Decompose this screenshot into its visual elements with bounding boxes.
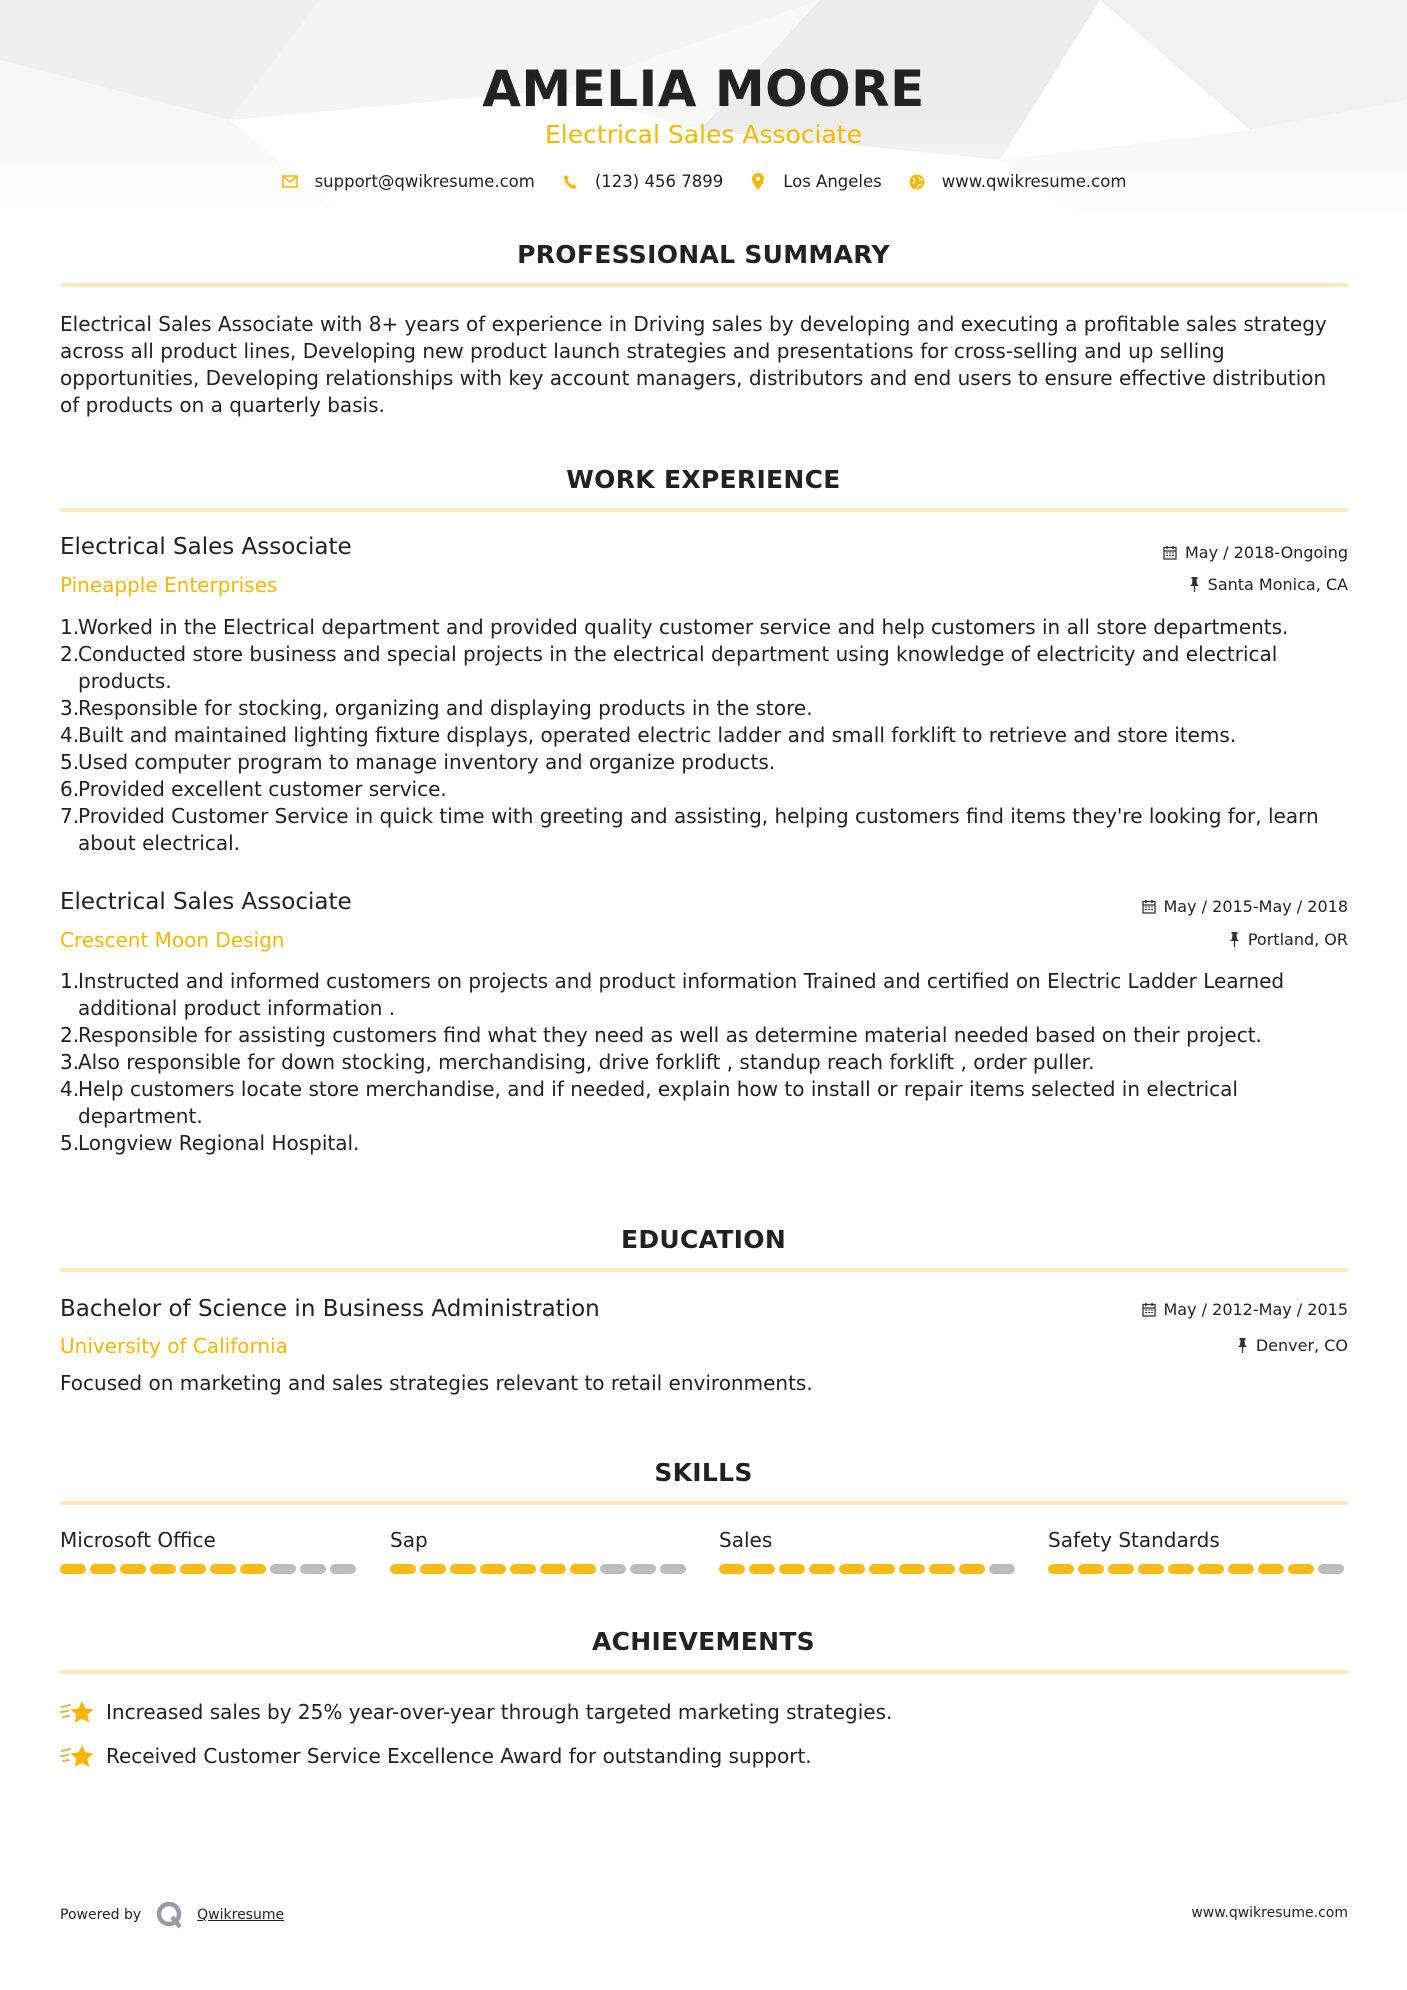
skill-rating-segment — [959, 1564, 985, 1574]
duty-item: 5. Longview Regional Hospital. — [60, 1131, 360, 1155]
contact-website[interactable] — [908, 172, 1127, 191]
skill-rating-segment — [450, 1564, 476, 1574]
skill-rating-segment — [929, 1564, 955, 1574]
skill-rating-segment — [1048, 1564, 1074, 1574]
skill-label: Safety Standards — [1048, 1528, 1220, 1552]
job-1-location-text: Santa Monica, CA — [1207, 575, 1348, 594]
skill-rating-segment — [1228, 1564, 1254, 1574]
job-1-dates-text: May / 2018-Ongoing — [1185, 543, 1348, 562]
education-school: University of California — [60, 1334, 288, 1358]
skill-rating-segment — [989, 1564, 1015, 1574]
calendar-icon — [1142, 1302, 1156, 1317]
achievement-item — [60, 1698, 892, 1726]
duty-item: 1. Worked in the Electrical department and provided quality customer service and help customers in all store departments. — [60, 615, 1289, 639]
duty-item: 3. Responsible for stocking, organizing and displaying products in the store. — [60, 696, 813, 720]
job-2-company: Crescent Moon Design — [60, 928, 285, 952]
footer-powered-by — [60, 1900, 284, 1930]
job-2-role: Electrical Sales Associate — [60, 889, 352, 915]
summary-text: Electrical Sales Associate with 8+ years of experience in Driving sales by developing and executing a profitable sales strategy across all product lines, Developing new product launch strategies and presentations for cross-selling and up selling opportunities, Developing relationships with key account managers, distributors and end users to ensure effective distribution of products on a quarterly basis. — [60, 312, 1327, 417]
pushpin-icon — [1189, 577, 1200, 592]
contact-website-text: www.qwikresume.com — [941, 172, 1127, 191]
skills-divider — [60, 1501, 1348, 1505]
skill-rating-segment — [1168, 1564, 1194, 1574]
skill-rating-segment — [839, 1564, 865, 1574]
skill-rating-segment — [180, 1564, 206, 1574]
skill-rating-segment — [899, 1564, 925, 1574]
contact-email[interactable] — [281, 172, 535, 191]
powered-by-label: Powered by — [60, 1907, 142, 1923]
skill-rating-segment — [600, 1564, 626, 1574]
duty-item: 2. Conducted store business and special projects in the electrical department using knowledge of electricity and electrical products. — [60, 642, 1278, 693]
duty-item: 2. Responsible for assisting customers find what they need as well as determine material needed based on their project. — [60, 1023, 1262, 1047]
education-description: Focused on marketing and sales strategies relevant to retail environments. — [60, 1371, 813, 1395]
summary-divider — [60, 283, 1348, 287]
skill-label: Sales — [719, 1528, 773, 1552]
experience-heading: WORK EXPERIENCE — [566, 465, 841, 494]
skill-rating-segment — [60, 1564, 86, 1574]
skill-label: Sap — [390, 1528, 428, 1552]
skill-rating-segment — [510, 1564, 536, 1574]
achievements-heading: ACHIEVEMENTS — [592, 1627, 815, 1656]
skill-rating-segment — [420, 1564, 446, 1574]
education-heading: EDUCATION — [620, 1225, 787, 1254]
skill-rating-segment — [210, 1564, 236, 1574]
skill-rating-segment — [390, 1564, 416, 1574]
education-divider — [60, 1268, 1348, 1272]
summary-heading: PROFESSIONAL SUMMARY — [517, 240, 890, 269]
job-1-duties — [60, 614, 1352, 857]
skill-rating-segment — [1258, 1564, 1284, 1574]
skill-rating-segment — [1108, 1564, 1134, 1574]
calendar-icon — [1163, 545, 1177, 560]
skill-rating-segment — [630, 1564, 656, 1574]
duty-item: 7. Provided Customer Service in quick time with greeting and assisting, helping customers find items they're looking for, learn about electrical. — [60, 804, 1319, 855]
phone-icon — [561, 173, 579, 191]
skill-rating-segment — [120, 1564, 146, 1574]
job-2-location-text: Portland, OR — [1247, 930, 1348, 949]
achievement-item — [60, 1742, 812, 1770]
skill-rating-segment — [1138, 1564, 1164, 1574]
contact-email-text: support@qwikresume.com — [314, 172, 535, 191]
skill-rating-segment — [480, 1564, 506, 1574]
job-1-location — [1189, 575, 1348, 594]
duty-item: 4. Built and maintained lighting fixture displays, operated electric ladder and small forklift to retrieve and store items. — [60, 723, 1237, 747]
pushpin-icon — [1237, 1338, 1248, 1353]
skill-rating-segment — [90, 1564, 116, 1574]
skill-rating-segment — [150, 1564, 176, 1574]
skill-rating-segment — [1078, 1564, 1104, 1574]
job-1-company: Pineapple Enterprises — [60, 573, 278, 597]
candidate-title: Electrical Sales Associate — [545, 120, 862, 149]
skill-rating-segment — [540, 1564, 566, 1574]
skill-rating-segment — [240, 1564, 266, 1574]
education-location-text: Denver, CO — [1255, 1336, 1348, 1355]
achievement-text: Increased sales by 25% year-over-year through targeted marketing strategies. — [106, 1700, 893, 1724]
footer-website[interactable]: www.qwikresume.com — [1191, 1905, 1348, 1921]
skill-label: Microsoft Office — [60, 1528, 216, 1552]
skill-rating-bar — [1048, 1564, 1348, 1574]
map-pin-icon — [749, 173, 767, 191]
duty-item: 6. Provided excellent customer service. — [60, 777, 447, 801]
job-2-dates — [1142, 897, 1349, 916]
skill-rating-segment — [330, 1564, 356, 1574]
skill-rating-segment — [300, 1564, 326, 1574]
skill-rating-bar — [60, 1564, 360, 1574]
education-dates — [1142, 1300, 1349, 1319]
skill-microsoft-office — [60, 1528, 360, 1574]
skill-rating-segment — [1318, 1564, 1344, 1574]
job-1-dates — [1163, 543, 1348, 562]
qwikresume-logo-icon — [155, 1900, 185, 1930]
skill-rating-segment — [719, 1564, 745, 1574]
experience-divider — [60, 508, 1348, 512]
star-award-icon — [60, 1742, 96, 1770]
skill-sales — [719, 1528, 1019, 1574]
envelope-icon — [281, 173, 299, 191]
duty-item: 4. Help customers locate store merchandise, and if needed, explain how to install or repair items selected in electrical department. — [60, 1077, 1238, 1128]
education-dates-text: May / 2012-May / 2015 — [1163, 1300, 1348, 1319]
skill-sap — [390, 1528, 690, 1574]
job-2-duties — [60, 968, 1352, 1157]
skill-rating-segment — [809, 1564, 835, 1574]
skill-rating-bar — [719, 1564, 1019, 1574]
skill-rating-segment — [570, 1564, 596, 1574]
achievement-text: Received Customer Service Excellence Award for outstanding support. — [106, 1744, 812, 1768]
contact-location-text: Los Angeles — [783, 172, 882, 191]
skills-heading: SKILLS — [654, 1458, 753, 1487]
skill-rating-segment — [869, 1564, 895, 1574]
job-2-location — [1229, 930, 1348, 949]
pushpin-icon — [1229, 932, 1240, 947]
qwikresume-link[interactable]: Qwikresume — [197, 1907, 285, 1923]
skill-rating-segment — [1198, 1564, 1224, 1574]
job-2-dates-text: May / 2015-May / 2018 — [1163, 897, 1348, 916]
contact-phone-text: (123) 456 7899 — [594, 172, 724, 191]
skill-safety-standards — [1048, 1528, 1348, 1574]
duty-item: 1. Instructed and informed customers on projects and product information Trained and certified on Electric Ladder Learned additional product information . — [60, 969, 1285, 1020]
education-location — [1237, 1336, 1348, 1355]
skill-rating-segment — [660, 1564, 686, 1574]
skill-rating-segment — [1288, 1564, 1314, 1574]
achievements-divider — [60, 1670, 1348, 1674]
calendar-icon — [1142, 899, 1156, 914]
job-1-role: Electrical Sales Associate — [60, 534, 352, 560]
contact-location — [749, 172, 882, 191]
education-degree: Bachelor of Science in Business Administration — [60, 1296, 600, 1322]
contact-phone[interactable] — [561, 172, 723, 191]
skill-rating-segment — [270, 1564, 296, 1574]
star-award-icon — [60, 1698, 96, 1726]
duty-item: 5. Used computer program to manage inventory and organize products. — [60, 750, 776, 774]
duty-item: 3. Also responsible for down stocking, merchandising, drive forklift , standup reach forklift , order puller. — [60, 1050, 1095, 1074]
skill-rating-segment — [749, 1564, 775, 1574]
contact-row — [0, 172, 1407, 191]
globe-icon — [908, 173, 926, 191]
skill-rating-segment — [779, 1564, 805, 1574]
skill-rating-bar — [390, 1564, 690, 1574]
candidate-name: AMELIA MOORE — [482, 60, 925, 118]
